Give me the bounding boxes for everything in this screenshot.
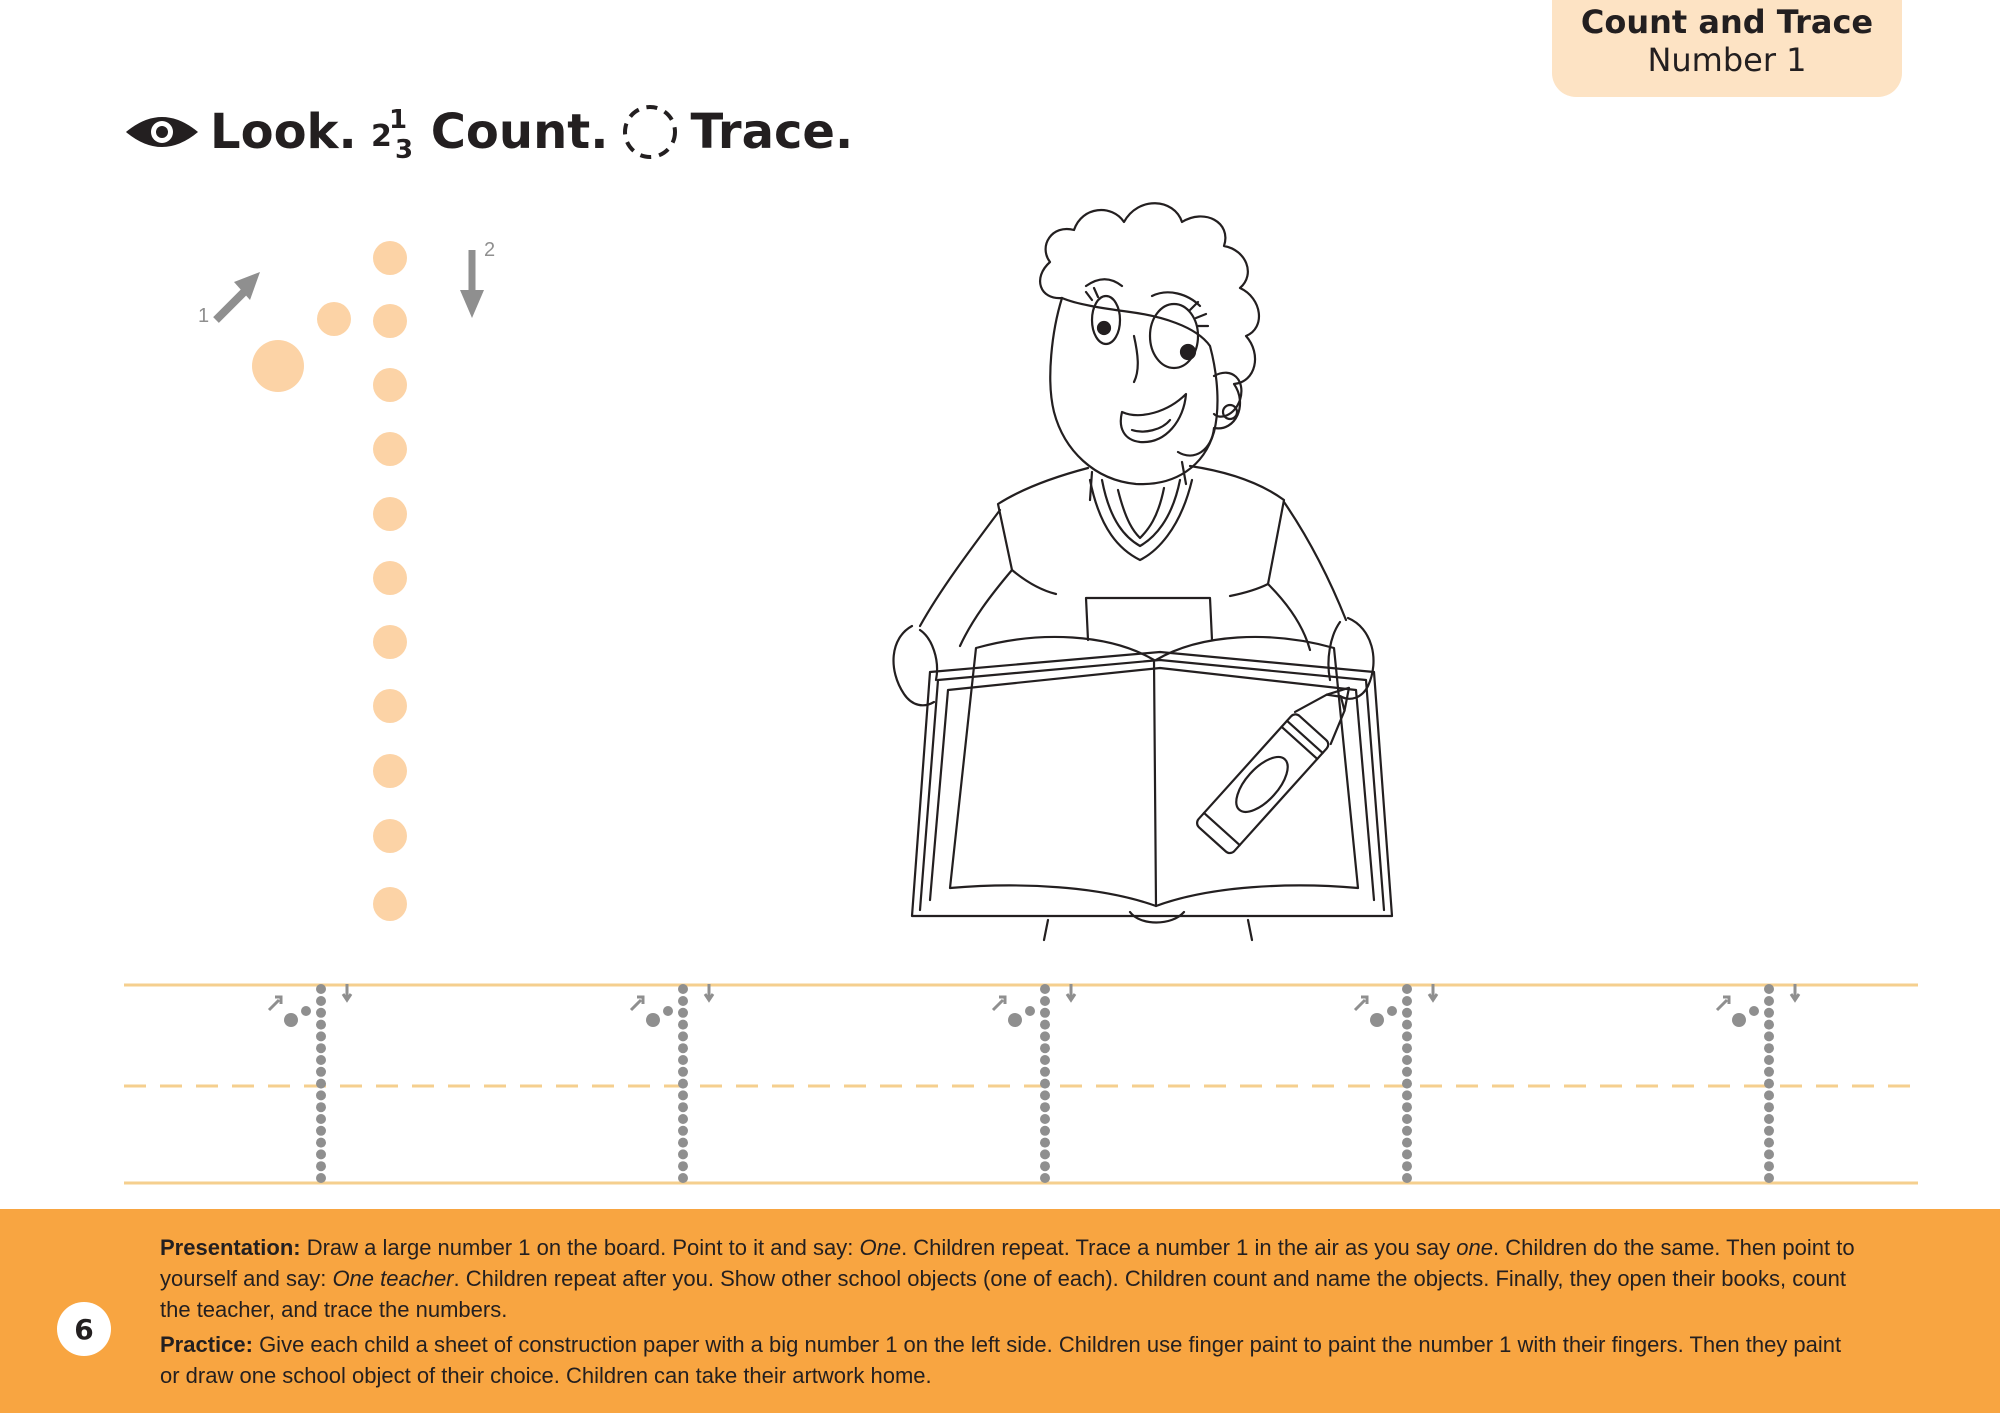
trace-dot [1040,1090,1050,1100]
practice-text: Give each child a sheet of construction paper with a big number 1 on the left side. Children use finger paint to paint the number 1 with their fingers. Then they paint or draw one school object of their choice. Children can take their artwork home. [160,1332,1842,1388]
trace-dot [1040,1161,1050,1171]
page-number: 6 [57,1302,111,1356]
trace-dot [1370,1013,1384,1027]
trace-dot [1040,1126,1050,1136]
trace-dot [678,1126,688,1136]
trace-dot [1402,1031,1412,1041]
trace-stroke-arrow-icon [993,997,1005,1010]
book-outer [912,652,1392,916]
trace-dot [1008,1013,1022,1027]
trace-dot [1040,1173,1050,1183]
practice-label: Practice: [160,1332,253,1357]
trace-dot [316,1114,326,1124]
presentation-text-4: . Children repeat after you. Show other school objects (one of each). Children count and name the objects. Finally, they open their books, count the teacher, and trace the numbers. [160,1266,1847,1322]
presentation-text-2: . Children repeat. Trace a number 1 in the air as you say [901,1235,1457,1260]
trace-dot [316,1138,326,1148]
trace-dot [678,1031,688,1041]
trace-dot [1764,1149,1774,1159]
trace-dot [1764,1102,1774,1112]
trace-dot [1764,984,1774,994]
trace-dot [678,1020,688,1030]
trace-dot [1040,1079,1050,1089]
trace-dot [316,996,326,1006]
trace-dot [1402,1102,1412,1112]
trace-dot [1040,1114,1050,1124]
trace-dot [1402,1149,1412,1159]
trace-dot [316,1031,326,1041]
trace-dot [1749,1006,1759,1016]
instruction-line [124,100,865,164]
trace-dot [1040,1008,1050,1018]
trace-dot [663,1006,673,1016]
count-icon-digit-2: 2 [370,119,392,154]
trace-dot [1040,1020,1050,1030]
trace-dot [1764,996,1774,1006]
trace-dot [316,1043,326,1053]
trace-dot [1402,1079,1412,1089]
teacher-holding-book-illustration [800,150,1500,950]
presentation-italic-2: one [1456,1235,1493,1260]
trace-dot [1402,1173,1412,1183]
stroke-2-arrow-icon [460,250,484,318]
trace-dot [646,1013,660,1027]
number-one-guide [180,228,520,948]
trace-dot [1387,1006,1397,1016]
trace-dot [316,1126,326,1136]
presentation-text-3: . Children do the same. Then point to yourself and say: [160,1235,1855,1291]
trace-dot [678,996,688,1006]
trace-dot [1040,1138,1050,1148]
trace-dot [1402,1008,1412,1018]
trace-dot [1402,984,1412,994]
trace-one-unit[interactable] [1355,984,1437,1183]
trace-dot [1732,1013,1746,1027]
trace-dot [316,1090,326,1100]
trace-dot [1402,1138,1412,1148]
trace-dot [1040,1043,1050,1053]
presentation-label: Presentation: [160,1235,301,1260]
header-tab [1552,0,1902,97]
trace-dot [678,1114,688,1124]
trace-dot [678,1043,688,1053]
trace-dot [1402,1055,1412,1065]
count-icon-digit-3: 3 [394,135,413,162]
trace-dot [1040,1067,1050,1077]
trace-dot [301,1006,311,1016]
trace-dot [1764,1079,1774,1089]
count-numbers-icon [369,102,421,162]
trace-dot [316,1102,326,1112]
trace-dot [678,984,688,994]
trace-dot [1764,1067,1774,1077]
trace-dot [1764,1090,1774,1100]
teacher-notes [160,1232,1860,1395]
trace-stroke-arrow-icon [1717,997,1729,1010]
trace-dot [1040,1102,1050,1112]
trace-dot [316,984,326,994]
trace-dot [678,1008,688,1018]
trace-dot [1040,1031,1050,1041]
trace-one-unit[interactable] [1717,984,1799,1183]
count-label: Count. [430,104,609,160]
trace-dot [1040,1149,1050,1159]
trace-dot [1764,1138,1774,1148]
trace-dot [1025,1006,1035,1016]
trace-dot [316,1079,326,1089]
trace-stroke-arrow-icon [631,997,643,1010]
practice-paragraph [160,1329,1860,1391]
trace-dot [1764,1008,1774,1018]
presentation-italic-1: One [859,1235,902,1260]
trace-dot [1402,996,1412,1006]
trace-dot [678,1067,688,1077]
page-title: Count and Trace [1580,3,1874,41]
trace-dot [316,1020,326,1030]
stroke-1-label: 1 [198,305,210,327]
trace-dot [316,1161,326,1171]
trace-dot [678,1161,688,1171]
trace-dot [316,1173,326,1183]
trace-dot [678,1079,688,1089]
trace-one-unit[interactable] [993,984,1075,1183]
crayon-icon [1195,672,1367,856]
trace-dot [1040,996,1050,1006]
trace-dot [1402,1067,1412,1077]
trace-dot [678,1173,688,1183]
look-label: Look. [210,104,357,160]
trace-dot [678,1102,688,1112]
trace-dot [1764,1020,1774,1030]
trace-label: Trace. [690,104,854,160]
count-icon-digit-1: 1 [388,105,407,135]
stroke-2-label: 2 [484,239,496,261]
page-subtitle: Number 1 [1647,41,1807,79]
eye-icon [124,110,200,154]
presentation-paragraph [160,1232,1860,1325]
trace-dot [1764,1055,1774,1065]
presentation-italic-3: One teacher [332,1266,454,1291]
trace-one-unit[interactable] [269,984,351,1183]
trace-dot [1764,1031,1774,1041]
trace-dot [1402,1020,1412,1030]
trace-dot [316,1149,326,1159]
presentation-text-1: Draw a large number 1 on the board. Point to it and say: [300,1235,860,1260]
trace-dot [1764,1126,1774,1136]
trace-stroke-arrow-icon [269,997,281,1010]
book-left-page [950,637,1156,906]
trace-dot [316,1067,326,1077]
guide-dots [252,241,407,921]
trace-dot [1402,1043,1412,1053]
trace-dot [1402,1161,1412,1171]
dashed-circle-icon [620,102,680,162]
trace-dot [1040,1055,1050,1065]
trace-dot [1402,1126,1412,1136]
trace-dot [1764,1161,1774,1171]
trace-units [269,984,1799,1183]
trace-stroke-arrow-icon [1355,997,1367,1010]
trace-dot [1764,1173,1774,1183]
trace-dot [1040,984,1050,994]
trace-dot [678,1090,688,1100]
stroke-1-arrow-icon [216,272,260,320]
trace-dot [678,1055,688,1065]
trace-practice-row[interactable] [124,980,1918,1190]
trace-dot [1764,1114,1774,1124]
trace-dot [678,1149,688,1159]
trace-dot [1402,1090,1412,1100]
trace-dot [1764,1043,1774,1053]
trace-dot [316,1055,326,1065]
trace-dot [284,1013,298,1027]
trace-one-unit[interactable] [631,984,713,1183]
trace-dot [316,1008,326,1018]
trace-dot [1402,1114,1412,1124]
trace-dot [678,1138,688,1148]
